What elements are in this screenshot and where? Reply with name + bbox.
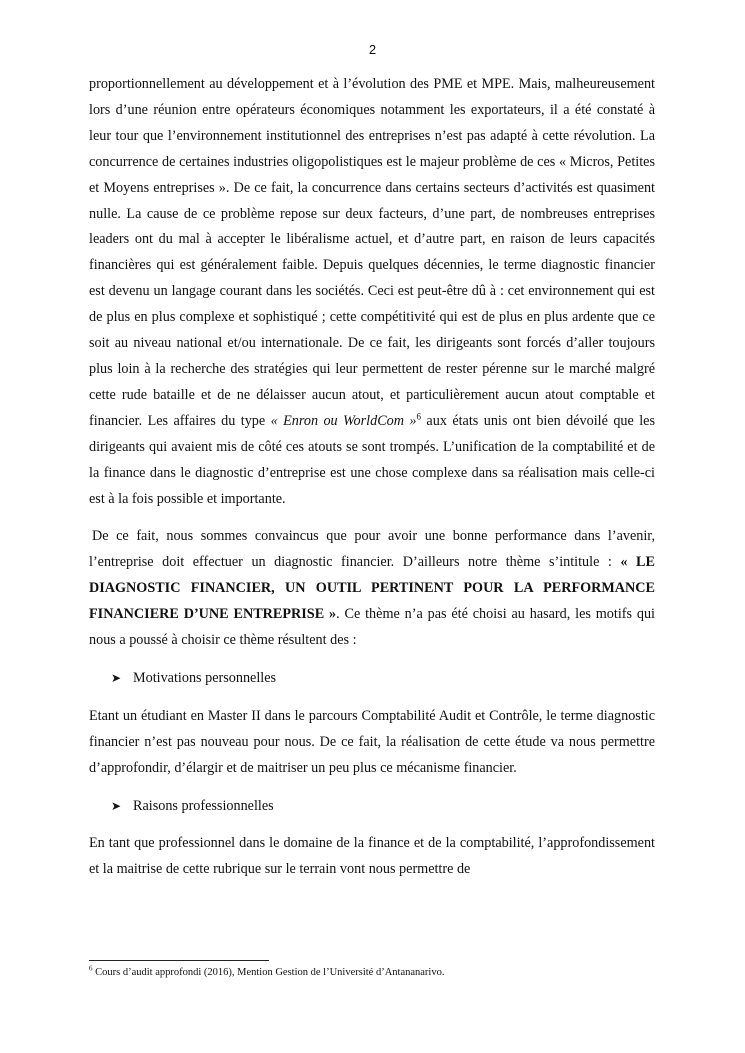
bullet-item [111, 666, 655, 692]
page-number: 2 [368, 42, 377, 57]
paragraph-text: . Ce thème n’a pas été choisi au hasard, les motifs qui nous a poussé à choisir ce thème résultent des : [89, 606, 655, 649]
paragraph-text: aux états unis ont bien dévoilé que les dirigeants qui avaient mis de côté ces atouts se sont trompés. L’unification de la comptabilité et de la finance dans le diagnostic d’entreprise est une chose complexe dans sa réalisation mais celle-ci est à la fois possible et importante. [89, 412, 655, 507]
paragraph-text: proportionnellement au développement et à l’évolution des PME et MPE. Mais, malheureusement lors d’une réunion entre opérateurs économiques notamment les exportateurs, il a été constaté à leur tour que l’environnement institutionnel des entreprises n’est pas adapté à cette révolution. La concurrence de certaines industries oligopolistiques est le majeur problème de ces « Micros, Petites et Moyens entreprises ». De ce fait, la concurrence dans certains secteurs d’activités est quasiment nulle. La cause de ce problème repose sur deux facteurs, d’une part, de nombreuses entreprises leaders ont du mal à accepter le libéralisme actuel, et d’autre part, en raison de leurs capacités financières qui est généralement faible. Depuis quelques décennies, le terme diagnostic financier est devenu un langage courant dans les sociétés. Ceci est peut-être dû à : cet environnement qui est de plus en plus complexe et sophistiqué ; cette compétitivité qui est de plus en plus ardente que ce soit au niveau national et/ou internationale. De ce fait, les dirigeants sont forcés d’aller toujours plus loin à la recherche des stratégies qui leur permettent de rester pérenne sur le marché malgré cette rude bataille et de ne délaisser aucun atout, et particulièrement aucun atout comptable et financier. Les affaires du type [89, 76, 655, 429]
arrowhead-bullet-icon: ➤ [111, 670, 122, 685]
arrowhead-bullet-icon: ➤ [111, 798, 122, 813]
footnote-text: Cours d’audit approfondi (2016), Mention Gestion de l’Université d’Antananarivo. [92, 967, 445, 978]
paragraph-theme [89, 524, 655, 654]
footnote [89, 966, 655, 980]
page-body [89, 72, 655, 883]
footnote-ref[interactable]: 6 [416, 411, 422, 422]
paragraph-context [89, 72, 655, 512]
paragraph-motivations: Etant un étudiant en Master II dans le parcours Comptabilité Audit et Contrôle, le terme diagnostic financier n’est pas nouveau pour nous. De ce fait, la réalisation de cette étude va nous permettre d’approfondir, d’élargir et de maitriser un peu plus ce mécanisme financier. [89, 707, 655, 776]
theme-title: « LE DIAGNOSTIC FINANCIER, UN OUTIL PERTINENT POUR LA PERFORMANCE FINANCIERE D’UNE ENTREPRISE » [89, 554, 655, 623]
paragraph-professional: En tant que professionnel dans le domaine de la finance et de la comptabilité, l’approfondissement et la maitrise de cette rubrique sur le terrain vont nous permettre de [89, 835, 655, 878]
italic-citation: « Enron ou WorldCom » [270, 412, 417, 429]
footnote-divider [89, 960, 269, 961]
bullet-label: Raisons professionnelles [133, 797, 274, 814]
bullet-label: Motivations personnelles [133, 669, 277, 686]
footnote-number: 6 [89, 964, 93, 973]
bullet-item [111, 794, 655, 820]
paragraph-text: De ce fait, nous sommes convaincus que pour avoir une bonne performance dans l’avenir, l’entreprise doit effectuer un diagnostic financier. D’ailleurs notre thème s’intitule : [89, 528, 655, 571]
